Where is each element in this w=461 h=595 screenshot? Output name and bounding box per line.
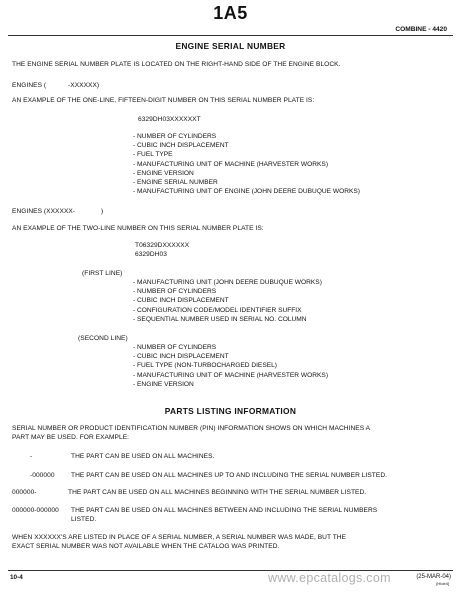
page-number: 10-4 [10, 574, 23, 581]
second-line-label: (SECOND LINE) [78, 335, 128, 342]
item-description: - NUMBER OF CYLINDERS [133, 344, 217, 351]
parts-row-desc: THE PART CAN BE USED ON ALL MACHINES BEGINNING WITH THE SERIAL NUMBER LISTED. [68, 489, 367, 496]
item-description: - ENGINE VERSION [133, 169, 194, 177]
parts-row-code: - [30, 453, 33, 460]
parts-row-desc: THE PART CAN BE USED ON ALL MACHINES UP TO AND INCLUDING THE SERIAL NUMBER LISTED. [71, 472, 388, 479]
one-line-number: 6329DH03XXXXXXT [138, 116, 201, 123]
parts-row-desc: THE PART CAN BE USED ON ALL MACHINES BETWEEN AND INCLUDING THE SERIAL NUMBERS [71, 507, 378, 514]
item-description: - MANUFACTURING UNIT OF MACHINE (HARVESTER WORKS) [133, 371, 329, 379]
example-two-line: AN EXAMPLE OF THE TWO-LINE NUMBER ON THIS SERIAL NUMBER PLATE IS: [12, 225, 264, 232]
engine-intro: THE ENGINE SERIAL NUMBER PLATE IS LOCATED ON THE RIGHT-HAND SIDE OF THE ENGINE BLOCK. [12, 61, 341, 68]
item-description: - MANUFACTURING UNIT (JOHN DEERE DUBUQUE WORKS) [133, 279, 322, 286]
item-description: - CUBIC INCH DISPLACEMENT [133, 353, 229, 361]
item-description: - SEQUENTIAL NUMBER USED IN SERIAL NO. COLUMN [133, 315, 307, 323]
section-title-engine-serial: ENGINE SERIAL NUMBER [175, 41, 286, 51]
item-description: - FUEL TYPE [133, 151, 173, 159]
parts-row-code: 000000-000000 [12, 507, 59, 514]
header-rule [8, 35, 453, 36]
item-description: - CONFIGURATION CODE/MODEL IDENTIFIER SUFFIX [133, 306, 302, 314]
item-description: - MANUFACTURING UNIT OF ENGINE (JOHN DEERE DUBUQUE WORKS) [133, 188, 361, 196]
example-one-line: AN EXAMPLE OF THE ONE-LINE, FIFTEEN-DIGIT NUMBER ON THIS SERIAL NUMBER PLATE IS: [12, 97, 315, 104]
parts-closing-2: EXACT SERIAL NUMBER WAS NOT AVAILABLE WHEN THE CATALOG WAS PRINTED. [12, 543, 280, 550]
engines-range-1: -XXXXXX) [68, 82, 100, 89]
page-code: 1A5 [213, 3, 248, 23]
footer-sub: [Hloe4] [436, 581, 449, 586]
first-line-label: (FIRST LINE) [82, 270, 123, 277]
item-description: - CUBIC INCH DISPLACEMENT [133, 297, 229, 305]
item-description: - CUBIC INCH DISPLACEMENT [133, 142, 229, 150]
section-title-parts-listing: PARTS LISTING INFORMATION [164, 406, 297, 416]
item-description: - MANUFACTURING UNIT OF MACHINE (HARVESTER WORKS) [133, 160, 329, 168]
engines-label-1: ENGINES ( [12, 82, 47, 89]
footer-date: (25-MAR-04) [416, 574, 451, 580]
engines-range-2: ) [101, 208, 104, 215]
model-label: COMBINE - 4420 [395, 26, 447, 33]
parts-row-code: -000000 [30, 472, 55, 479]
watermark: www.epcatalogs.com [268, 571, 391, 585]
item-description: - ENGINE SERIAL NUMBER [133, 179, 218, 186]
item-description: - NUMBER OF CYLINDERS [133, 288, 217, 296]
parts-closing-1: WHEN XXXXXX'S ARE LISTED IN PLACE OF A SERIAL NUMBER, A SERIAL NUMBER WAS MADE, BUT THE [12, 534, 347, 541]
parts-intro-2: PART MAY BE USED. FOR EXAMPLE: [12, 434, 130, 441]
item-description: - FUEL TYPE (NON-TURBOCHARGED DIESEL) [133, 362, 277, 370]
two-line-number-2: 6329DH03 [135, 251, 167, 258]
parts-row-code: 000000- [12, 489, 37, 496]
two-line-number-1: T06329DXXXXXX [135, 242, 190, 249]
item-description: - NUMBER OF CYLINDERS [133, 133, 217, 140]
parts-intro-1: SERIAL NUMBER OR PRODUCT IDENTIFICATION NUMBER (PIN) INFORMATION SHOWS ON WHICH MACHINES A [12, 425, 371, 432]
engines-label-2: ENGINES (XXXXXX- [12, 208, 76, 215]
parts-row-desc: THE PART CAN BE USED ON ALL MACHINES. [71, 453, 215, 460]
item-description: - ENGINE VERSION [133, 380, 194, 388]
parts-row-desc-cont: LISTED. [71, 516, 97, 523]
